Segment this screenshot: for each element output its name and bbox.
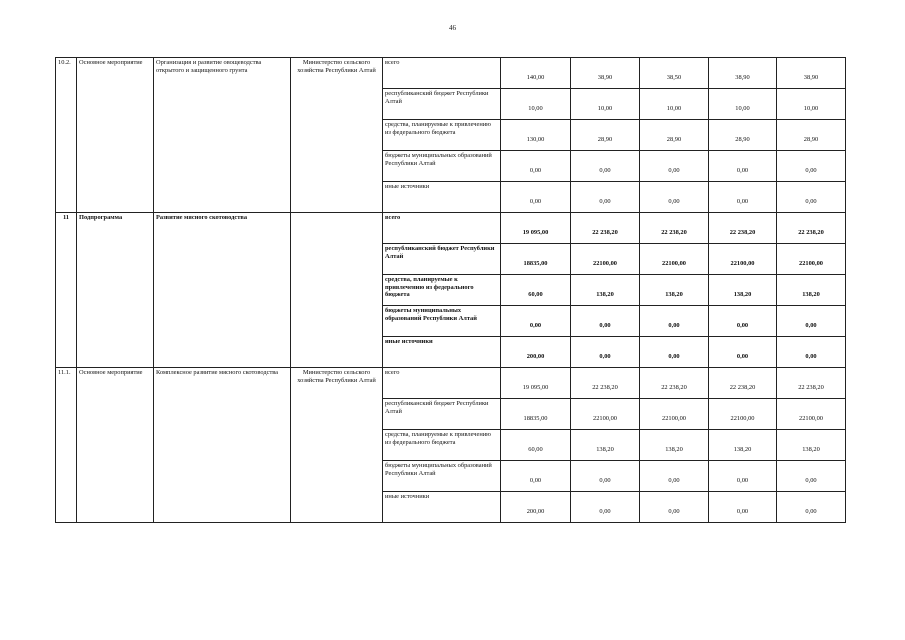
amount-cell: 10,00 [640, 89, 709, 120]
amount-cell: 38,90 [709, 58, 777, 89]
amount-cell: 10,00 [571, 89, 640, 120]
amount-cell: 0,00 [709, 492, 777, 523]
amount-cell: 22 238,20 [571, 213, 640, 244]
amount-cell: 22100,00 [777, 244, 846, 275]
amount-cell: 0,00 [640, 306, 709, 337]
responsible-executor: Министерство сельского хозяйства Республики Алтай [291, 58, 383, 213]
funding-source: республиканский бюджет Республики Алтай [383, 399, 501, 430]
amount-cell: 0,00 [640, 151, 709, 182]
amount-cell: 0,00 [640, 337, 709, 368]
amount-cell: 22100,00 [640, 244, 709, 275]
funding-source: бюджеты муниципальных образований Республики Алтай [383, 151, 501, 182]
amount-cell: 138,20 [709, 430, 777, 461]
amount-cell: 138,20 [640, 275, 709, 306]
section-name: Организация и развитие овощеводства открытого и защищенного грунта [154, 58, 291, 213]
amount-cell: 0,00 [571, 182, 640, 213]
amount-cell: 22 238,20 [709, 213, 777, 244]
amount-cell: 22100,00 [709, 399, 777, 430]
table-row [56, 368, 846, 399]
responsible-executor: Министерство сельского хозяйства Республики Алтай [291, 368, 383, 523]
funding-source: средства, планируемые к привлечению из федерального бюджета [383, 275, 501, 306]
amount-cell: 22100,00 [777, 399, 846, 430]
amount-cell: 138,20 [777, 430, 846, 461]
amount-cell: 28,90 [640, 120, 709, 151]
amount-cell: 140,00 [501, 58, 571, 89]
funding-source: республиканский бюджет Республики Алтай [383, 244, 501, 275]
table-row [56, 213, 846, 244]
amount-cell: 0,00 [777, 492, 846, 523]
amount-cell: 22100,00 [640, 399, 709, 430]
amount-cell: 18835,00 [501, 244, 571, 275]
amount-cell: 38,90 [571, 58, 640, 89]
amount-cell: 28,90 [571, 120, 640, 151]
section-type: Основное мероприятие [77, 58, 154, 213]
amount-cell: 0,00 [777, 337, 846, 368]
section-type: Подпрограмма [77, 213, 154, 368]
amount-cell: 22 238,20 [640, 368, 709, 399]
amount-cell: 22 238,20 [777, 213, 846, 244]
funding-source: средства, планируемые к привлечению из федерального бюджета [383, 430, 501, 461]
amount-cell: 22100,00 [571, 399, 640, 430]
amount-cell: 138,20 [571, 430, 640, 461]
amount-cell: 200,00 [501, 492, 571, 523]
amount-cell: 138,20 [640, 430, 709, 461]
amount-cell: 22 238,20 [709, 368, 777, 399]
amount-cell: 138,20 [777, 275, 846, 306]
amount-cell: 0,00 [571, 306, 640, 337]
table-body [56, 58, 846, 523]
funding-source: средства, планируемые к привлечению из федерального бюджета [383, 120, 501, 151]
amount-cell: 22 238,20 [571, 368, 640, 399]
funding-source: всего [383, 58, 501, 89]
amount-cell: 138,20 [571, 275, 640, 306]
amount-cell: 22100,00 [709, 244, 777, 275]
amount-cell: 0,00 [709, 182, 777, 213]
amount-cell: 19 095,00 [501, 368, 571, 399]
amount-cell: 0,00 [640, 492, 709, 523]
amount-cell: 200,00 [501, 337, 571, 368]
amount-cell: 38,90 [777, 58, 846, 89]
funding-source: иные источники [383, 492, 501, 523]
budget-table [55, 57, 846, 523]
section-type: Основное мероприятие [77, 368, 154, 523]
amount-cell: 0,00 [777, 306, 846, 337]
amount-cell: 38,50 [640, 58, 709, 89]
amount-cell: 18835,00 [501, 399, 571, 430]
section-name: Комплексное развитие мясного скотоводства [154, 368, 291, 523]
amount-cell: 60,00 [501, 430, 571, 461]
amount-cell: 19 095,00 [501, 213, 571, 244]
amount-cell: 22100,00 [571, 244, 640, 275]
amount-cell: 0,00 [501, 306, 571, 337]
amount-cell: 0,00 [709, 337, 777, 368]
amount-cell: 0,00 [571, 337, 640, 368]
amount-cell: 22 238,20 [640, 213, 709, 244]
responsible-executor [291, 213, 383, 368]
amount-cell: 28,90 [709, 120, 777, 151]
amount-cell: 0,00 [571, 151, 640, 182]
funding-source: всего [383, 213, 501, 244]
amount-cell: 0,00 [571, 461, 640, 492]
amount-cell: 0,00 [571, 492, 640, 523]
amount-cell: 22 238,20 [777, 368, 846, 399]
amount-cell: 0,00 [709, 461, 777, 492]
amount-cell: 138,20 [709, 275, 777, 306]
funding-source: иные источники [383, 337, 501, 368]
amount-cell: 130,00 [501, 120, 571, 151]
amount-cell: 10,00 [501, 89, 571, 120]
funding-source: иные источники [383, 182, 501, 213]
amount-cell: 0,00 [501, 461, 571, 492]
amount-cell: 0,00 [501, 182, 571, 213]
table-row [56, 58, 846, 89]
funding-source: всего [383, 368, 501, 399]
funding-source: республиканский бюджет Республики Алтай [383, 89, 501, 120]
amount-cell: 0,00 [709, 151, 777, 182]
amount-cell: 0,00 [640, 182, 709, 213]
amount-cell: 0,00 [777, 461, 846, 492]
amount-cell: 28,90 [777, 120, 846, 151]
amount-cell: 0,00 [640, 461, 709, 492]
section-name: Развитие мясного скотоводства [154, 213, 291, 368]
amount-cell: 0,00 [777, 182, 846, 213]
amount-cell: 60,00 [501, 275, 571, 306]
amount-cell: 10,00 [709, 89, 777, 120]
section-code: 11 [56, 213, 77, 368]
funding-source: бюджеты муниципальных образований Республики Алтай [383, 461, 501, 492]
funding-source: бюджеты муниципальных образований Республики Алтай [383, 306, 501, 337]
amount-cell: 10,00 [777, 89, 846, 120]
section-code: 10.2. [56, 58, 77, 213]
amount-cell: 0,00 [501, 151, 571, 182]
page-number: 46 [449, 24, 456, 32]
amount-cell: 0,00 [777, 151, 846, 182]
section-code: 11.1. [56, 368, 77, 523]
amount-cell: 0,00 [709, 306, 777, 337]
